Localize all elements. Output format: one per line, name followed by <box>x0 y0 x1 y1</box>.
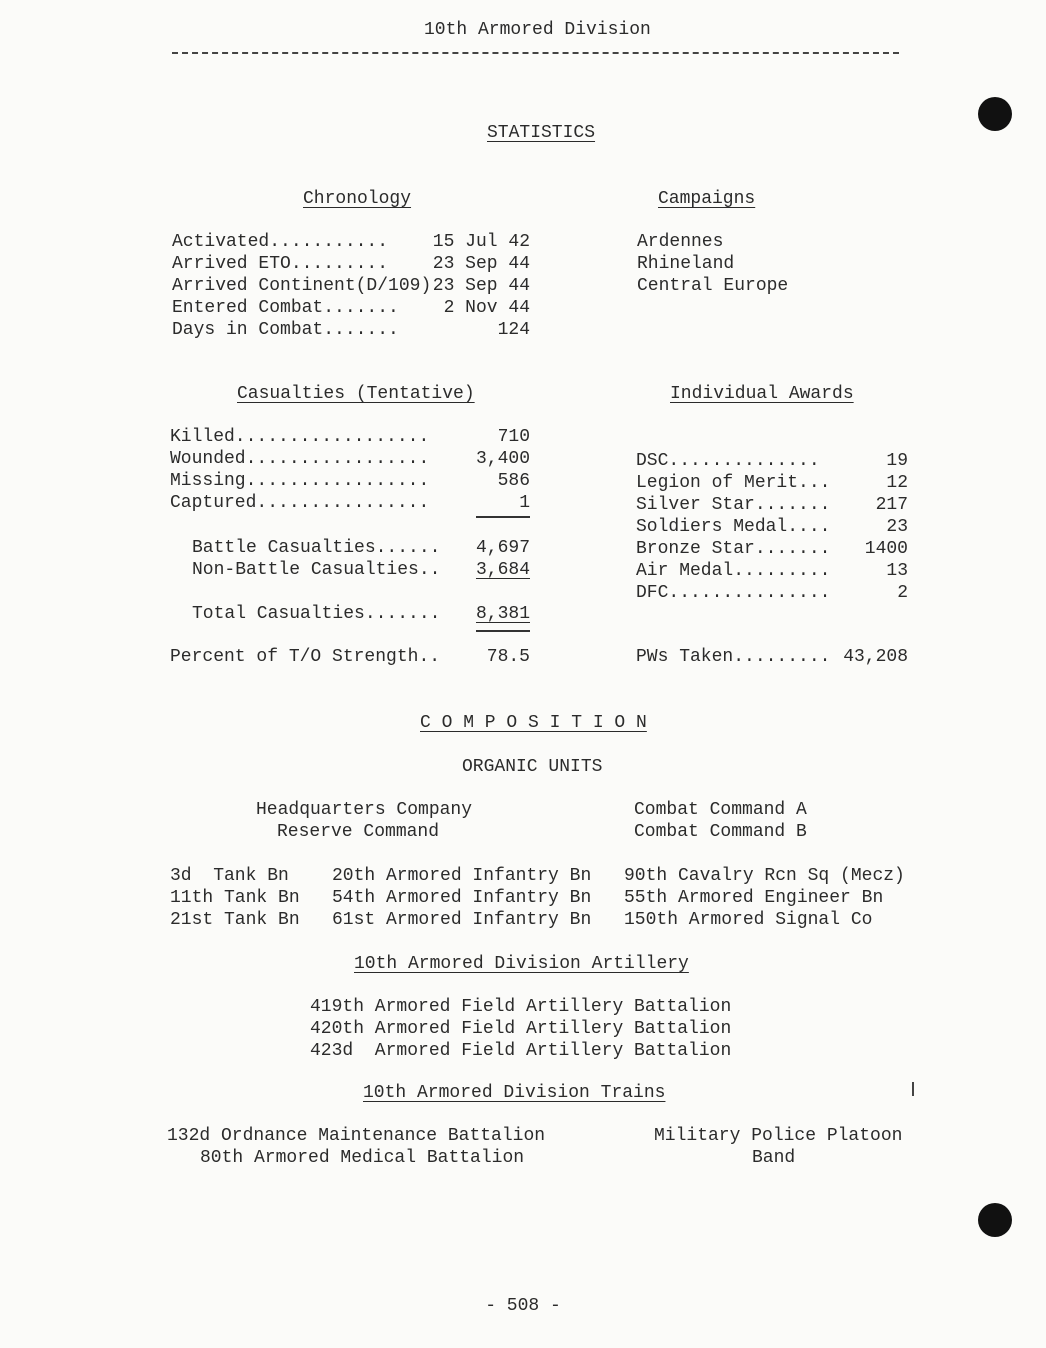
casualty-label: Captured................ <box>170 493 430 513</box>
battle-casualties-value: 4,697 <box>475 538 530 558</box>
unit-item: 20th Armored Infantry Bn <box>332 866 592 886</box>
combat-command-b: Combat Command B <box>634 822 807 842</box>
artillery-item: 420th Armored Field Artillery Battalion <box>310 1019 732 1039</box>
stray-mark <box>912 1082 914 1096</box>
page-number: - 508 - <box>485 1296 561 1316</box>
award-label: Legion of Merit... <box>636 473 831 493</box>
chronology-label: Entered Combat....... <box>172 298 399 318</box>
award-value: 23 <box>886 517 908 537</box>
punch-hole-top <box>978 97 1012 131</box>
awards-heading: Individual Awards <box>670 384 854 404</box>
unit-item: 55th Armored Engineer Bn <box>624 888 884 908</box>
non-battle-casualties-label: Non-Battle Casualties.. <box>192 560 441 580</box>
trains-item: 132d Ordnance Maintenance Battalion <box>167 1126 546 1146</box>
composition-title: C O M P O S I T I O N <box>420 713 647 733</box>
header-rule <box>172 52 899 54</box>
award-label: Soldiers Medal.... <box>636 517 831 537</box>
campaign-item: Central Europe <box>637 276 789 296</box>
trains-item: Military Police Platoon <box>654 1126 903 1146</box>
total-casualties-value: 8,381 <box>475 604 530 624</box>
double-underline <box>476 630 530 632</box>
award-value: 13 <box>886 561 908 581</box>
artillery-heading: 10th Armored Division Artillery <box>354 954 689 974</box>
casualty-label: Killed.................. <box>170 427 430 447</box>
unit-item: 21st Tank Bn <box>170 910 300 930</box>
award-value: 1400 <box>864 539 908 559</box>
campaigns-heading: Campaigns <box>658 189 756 209</box>
pws-taken-value: 43,208 <box>843 647 908 667</box>
punch-hole-bottom <box>978 1203 1012 1237</box>
casualties-heading: Casualties (Tentative) <box>237 384 475 404</box>
trains-item: Band <box>752 1148 796 1168</box>
award-value: 12 <box>886 473 908 493</box>
combat-command-a: Combat Command A <box>634 800 807 820</box>
trains-item: 80th Armored Medical Battalion <box>200 1148 525 1168</box>
unit-item: 90th Cavalry Rcn Sq (Mecz) <box>624 866 905 886</box>
artillery-item: 419th Armored Field Artillery Battalion <box>310 997 732 1017</box>
organic-units-heading: ORGANIC UNITS <box>462 757 603 777</box>
total-casualties-label: Total Casualties....... <box>192 604 441 624</box>
casualty-value: 710 <box>497 427 530 447</box>
chronology-value: 124 <box>497 320 530 340</box>
casualty-value: 3,400 <box>475 449 530 469</box>
casualty-label: Missing................. <box>170 471 430 491</box>
award-value: 19 <box>886 451 908 471</box>
artillery-item: 423d Armored Field Artillery Battalion <box>310 1041 732 1061</box>
casualty-value: 586 <box>497 471 530 491</box>
award-value: 2 <box>897 583 908 603</box>
chronology-label: Arrived Continent(D/109) <box>172 276 432 296</box>
chronology-value: 23 Sep 44 <box>432 254 530 274</box>
unit-item: 150th Armored Signal Co <box>624 910 873 930</box>
percent-strength-label: Percent of T/O Strength.. <box>170 647 441 667</box>
award-label: Air Medal......... <box>636 561 831 581</box>
unit-item: 3d Tank Bn <box>170 866 289 886</box>
non-battle-casualties-value: 3,684 <box>475 560 530 580</box>
chronology-label: Days in Combat....... <box>172 320 399 340</box>
award-value: 217 <box>875 495 908 515</box>
hq-company: Headquarters Company <box>256 800 473 820</box>
chronology-label: Arrived ETO......... <box>172 254 389 274</box>
award-label: Bronze Star....... <box>636 539 831 559</box>
unit-item: 11th Tank Bn <box>170 888 300 908</box>
chronology-value: 15 Jul 42 <box>432 232 530 252</box>
percent-strength-value: 78.5 <box>486 647 530 667</box>
casualty-label: Wounded................. <box>170 449 430 469</box>
award-label: Silver Star....... <box>636 495 831 515</box>
campaign-item: Rhineland <box>637 254 735 274</box>
statistics-title: STATISTICS <box>487 123 596 143</box>
casualty-value: 1 <box>519 493 530 513</box>
chronology-value: 2 Nov 44 <box>443 298 530 318</box>
battle-casualties-label: Battle Casualties...... <box>192 538 441 558</box>
sum-line <box>476 516 530 518</box>
reserve-command: Reserve Command <box>277 822 440 842</box>
chronology-label: Activated........... <box>172 232 389 252</box>
pws-taken-label: PWs Taken......... <box>636 647 831 667</box>
chronology-value: 23 Sep 44 <box>432 276 530 296</box>
award-label: DFC............... <box>636 583 831 603</box>
award-label: DSC.............. <box>636 451 820 471</box>
unit-item: 61st Armored Infantry Bn <box>332 910 592 930</box>
page-header-title: 10th Armored Division <box>424 20 651 40</box>
chronology-heading: Chronology <box>303 189 412 209</box>
unit-item: 54th Armored Infantry Bn <box>332 888 592 908</box>
campaign-item: Ardennes <box>637 232 724 252</box>
trains-heading: 10th Armored Division Trains <box>363 1083 666 1103</box>
